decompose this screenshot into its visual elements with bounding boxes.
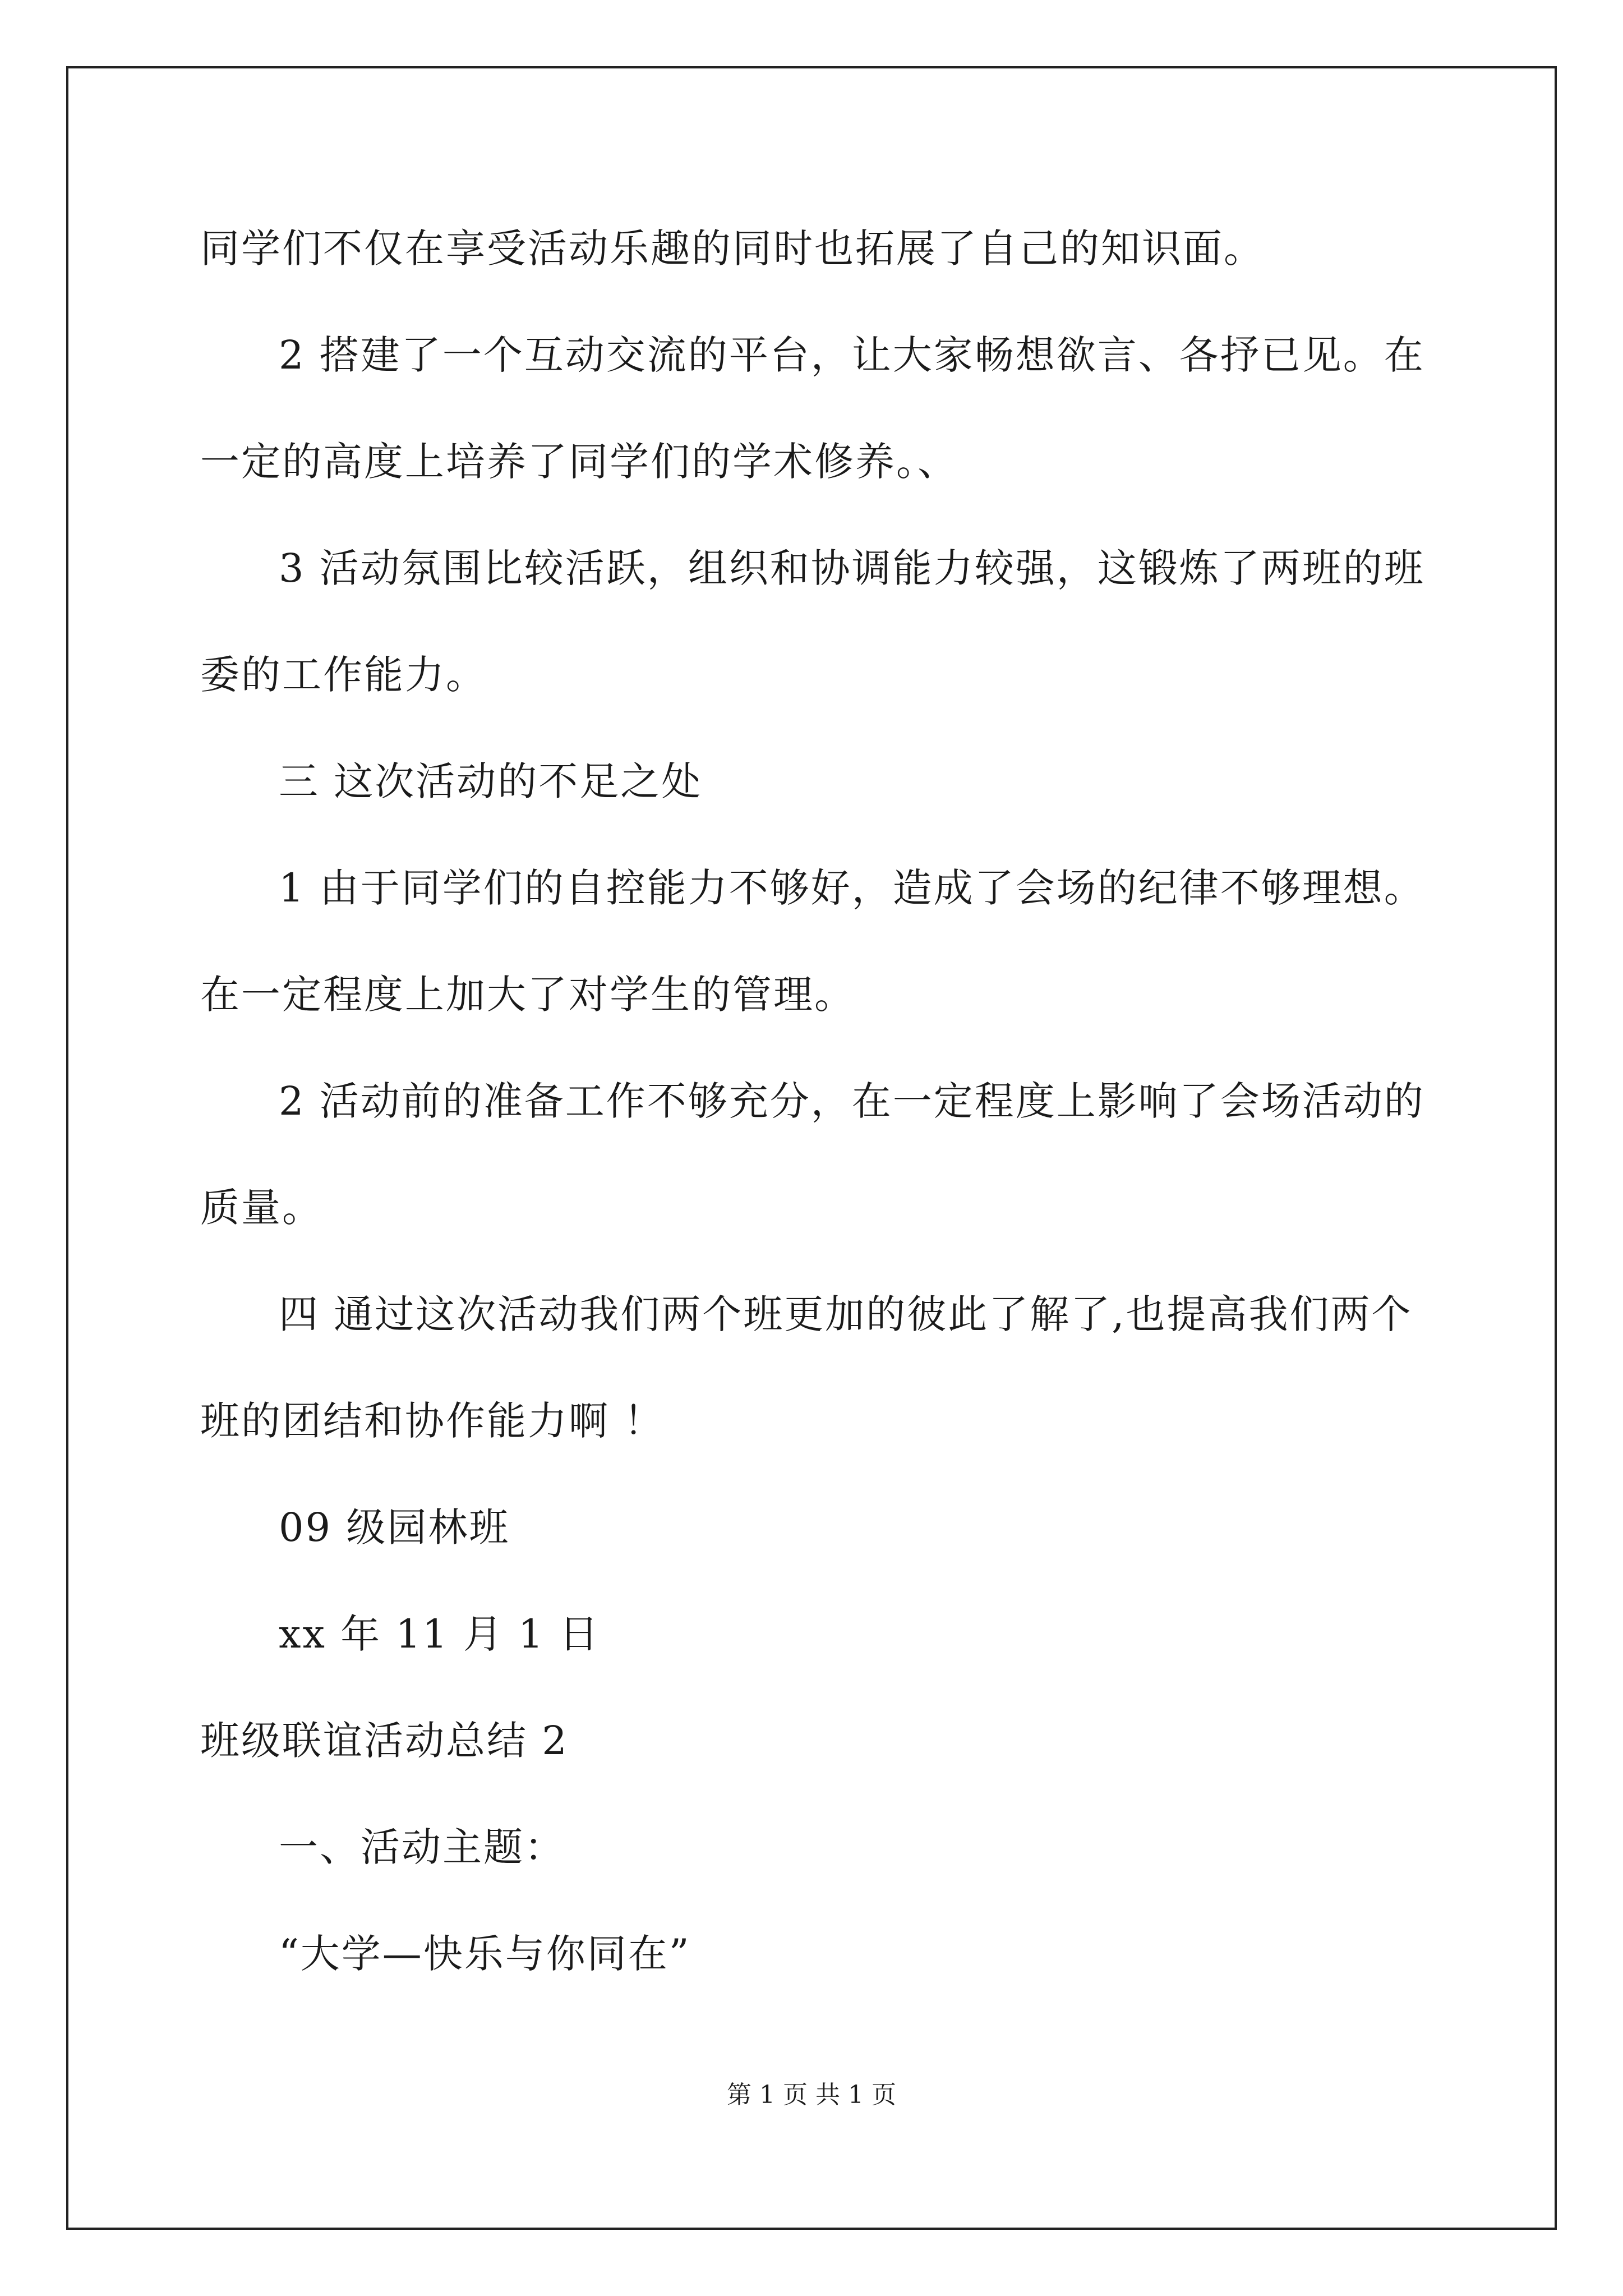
text-line-12: 班的团结和协作能力啊 ！ [200,1398,665,1444]
text-line-8: 在一定程度上加大了对学生的管理。 [200,972,855,1018]
page-frame [66,66,1557,2230]
document-title-2: 班级联谊活动总结 2 [200,1718,569,1764]
text-line-3: 一定的高度上培养了同学们的学术修养。、 [200,439,958,485]
text-line-7: 1 由于同学们的自控能力不够好，造成了会场的纪律不够理想。 [279,865,1425,911]
date-line: xx 年 11 月 1 日 [279,1611,600,1657]
section-heading-3: 三 这次活动的不足之处 [279,758,703,804]
class-signature: 09 级园林班 [279,1504,510,1550]
text-line-5: 委的工作能力。 [200,652,487,698]
text-line-4: 3 活动氛围比较活跃，组织和协调能力较强，这锻炼了两班的班 [279,545,1425,591]
text-line-1: 同学们不仅在享受活动乐趣的同时也拓展了自己的知识面。 [200,226,1265,272]
text-line-10: 质量。 [200,1185,323,1231]
text-line-9: 2 活动前的准备工作不够充分，在一定程度上影响了会场活动的 [279,1078,1425,1124]
page-number-footer: 第 1 页 共 1 页 [727,2081,896,2109]
activity-theme: “大学—快乐与你同在” [279,1931,691,1977]
section-heading-4: 四 通过这次活动我们两个班更加的彼此了解了,也提高我们两个 [279,1291,1413,1337]
text-line-2: 2 搭建了一个互动交流的平台，让大家畅想欲言、各抒已见。在 [279,332,1425,378]
section-heading-1: 一、活动主题： [279,1824,565,1870]
